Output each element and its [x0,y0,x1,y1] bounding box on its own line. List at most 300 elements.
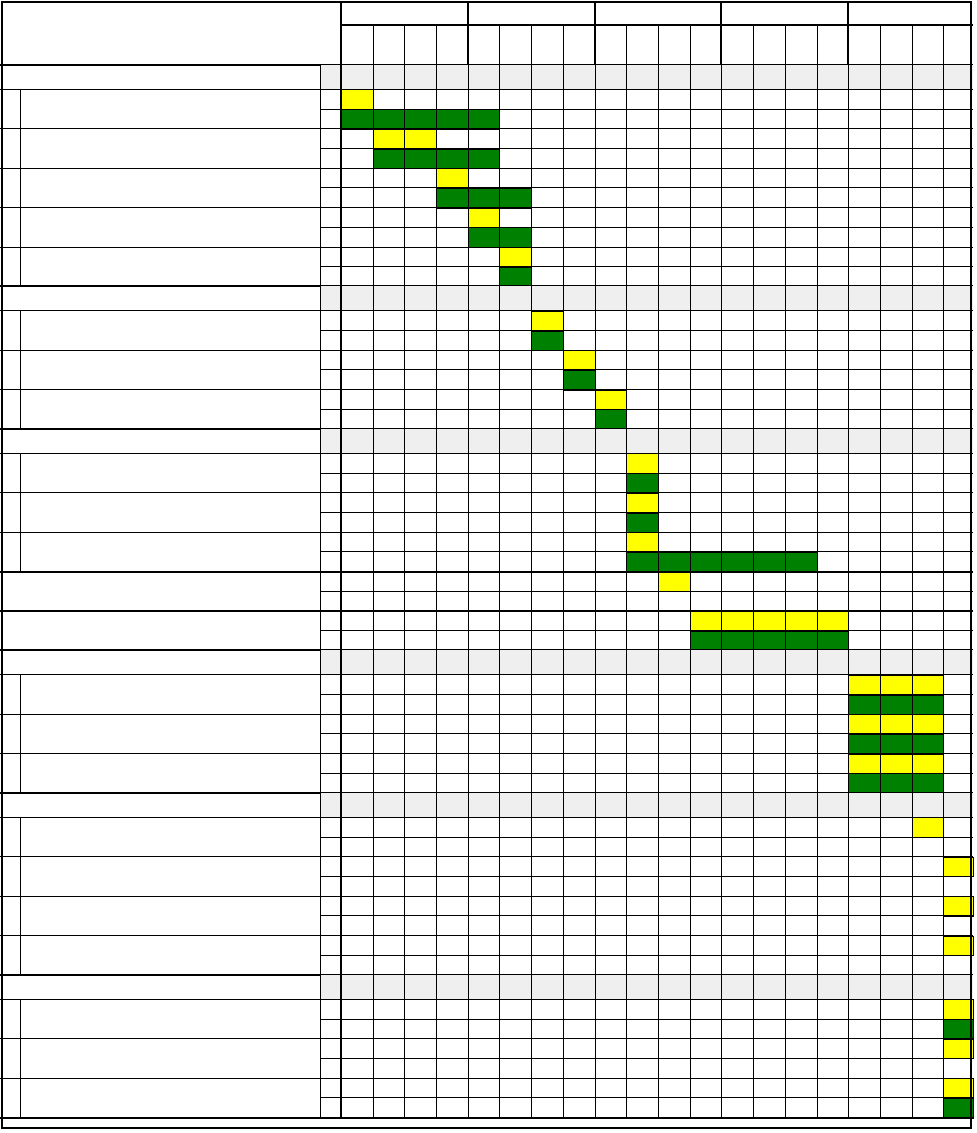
week-number [468,25,499,65]
task-name [20,999,320,1038]
plan-letter [320,493,341,513]
week-gridline [880,429,881,453]
week-gridline [943,793,944,817]
weeks-start-border [340,168,342,207]
pr-divider [320,936,321,975]
week-divider [880,25,881,65]
week-gridline [690,429,691,453]
task-name [20,493,320,532]
plan-real-divider [320,591,973,592]
task-name [20,168,320,207]
task-number [0,493,20,532]
pr-divider [320,675,321,714]
weeks-start-border [340,208,342,247]
task-name [20,754,320,793]
pr-divider [320,390,321,429]
realized-bar [658,552,691,573]
pr-divider [320,429,321,453]
pr-divider [320,453,321,492]
real-letter [320,734,341,754]
week-number [436,25,468,65]
week-gridline [721,65,722,89]
real-letter [320,409,341,429]
plan-letter [320,129,341,149]
weeks-start-border [340,896,342,935]
plan-letter [320,817,341,837]
realized-bar [468,227,500,248]
week-gridline [404,975,405,999]
week-gridline [817,286,818,310]
process-6-band-pr [320,650,341,674]
plan-real-divider [320,1058,973,1059]
task-number [0,754,20,793]
plan-real-divider [320,109,973,110]
planned-bar [880,714,913,735]
week-gridline [595,65,596,89]
number-divider [20,714,21,753]
task-name [20,350,320,389]
number-divider [20,532,21,571]
weeks-start-border [340,975,342,999]
plan-real-divider [320,733,973,734]
weeks-start-border [340,2,342,65]
planned-bar [912,675,944,696]
task-number [0,311,20,350]
task-name [20,817,320,856]
task-name [20,311,320,350]
pr-divider [320,168,321,207]
realized-bar [848,773,881,794]
week-gridline [848,65,849,89]
plan-letter [320,675,341,695]
realized-bar [626,552,659,573]
week-gridline [499,65,500,89]
week-gridline [626,65,627,89]
process-8-title [0,975,320,999]
month-boundary [720,2,722,65]
plan-letter [320,857,341,877]
weeks-start-border [340,65,342,89]
planned-bar [943,999,974,1020]
process-4-title [0,572,320,611]
weeks-start-border [340,817,342,856]
task-name [20,89,320,128]
process-7-title [0,793,320,817]
week-number [943,25,973,65]
week-gridline [785,286,786,310]
realized-bar [595,409,627,430]
week-gridline [404,286,405,310]
planned-bar [626,453,659,474]
real-letter [320,591,341,611]
realized-bar [690,552,722,573]
realized-bar [848,695,881,716]
real-letter [320,473,341,493]
week-number [373,25,404,65]
realized-bar [468,149,500,170]
planned-bar [912,714,944,735]
weeks-start-border [340,999,342,1038]
plan-real-divider [320,551,973,552]
week-gridline [404,429,405,453]
task-number [0,168,20,207]
number-divider [20,817,21,856]
week-gridline [848,429,849,453]
task-name [20,896,320,935]
plan-letter [320,453,341,473]
plan-letter [320,754,341,774]
week-gridline [468,429,469,453]
week-divider [690,25,691,65]
week-gridline [499,429,500,453]
task-number [0,817,20,856]
na-mark [943,877,973,897]
realized-bar [880,695,913,716]
week-gridline [848,286,849,310]
week-gridline [912,286,913,310]
plan-real-divider [320,330,973,331]
planned-bar [943,1039,974,1060]
task-name [20,675,320,714]
number-divider [20,857,21,896]
week-gridline [595,650,596,674]
week-gridline [373,975,374,999]
week-gridline [626,429,627,453]
planned-bar [912,817,944,838]
realized-bar [848,734,881,755]
week-gridline [848,975,849,999]
na-mark [943,955,973,975]
realized-bar [943,1098,974,1119]
realized-bar [721,631,754,652]
week-gridline [690,975,691,999]
weeks-start-border [340,429,342,453]
realized-bar [499,267,532,288]
week-gridline [626,975,627,999]
week-gridline [499,286,500,310]
week-gridline [531,650,532,674]
number-divider [20,89,21,128]
plan-letter [320,350,341,370]
month-label [341,2,468,25]
na-mark [943,1059,973,1079]
week-gridline [595,429,596,453]
number-divider [20,311,21,350]
week-gridline [595,286,596,310]
weeks-start-border [340,857,342,896]
week-gridline [468,793,469,817]
week-gridline [817,650,818,674]
week-gridline [626,793,627,817]
number-divider [20,390,21,429]
weeks-start-border [340,650,342,674]
week-divider [753,25,754,65]
realized-bar [785,552,818,573]
plan-real-divider [320,955,973,956]
realized-bar [880,734,913,755]
week-gridline [690,650,691,674]
week-gridline [753,429,754,453]
plan-real-divider [320,694,973,695]
pr-divider [320,1078,321,1117]
task-number [0,390,20,429]
number-divider [20,208,21,247]
week-number [785,25,817,65]
plan-real-divider [320,773,973,774]
week-gridline [785,429,786,453]
planned-bar [373,129,405,150]
pr-divider [320,286,321,310]
task-number [0,247,20,286]
plan-letter [320,168,341,188]
week-gridline [880,65,881,89]
planned-bar [436,168,469,189]
week-gridline [943,975,944,999]
task-number [0,532,20,571]
realized-bar [436,149,469,170]
planned-bar [626,532,659,553]
process-2-title [0,286,320,310]
week-gridline [880,286,881,310]
realized-bar [912,734,944,755]
weeks-start-border [340,89,342,128]
week-number [341,25,373,65]
week-gridline [943,650,944,674]
weeks-start-border [340,350,342,389]
task-number [0,714,20,753]
plan-letter [320,611,341,631]
week-gridline [753,793,754,817]
week-divider [912,25,913,65]
number-divider [20,675,21,714]
plan-letter [320,89,341,109]
week-gridline [373,793,374,817]
plan-real-divider [320,473,973,474]
week-gridline [531,286,532,310]
task-number [0,896,20,935]
task-name [20,857,320,896]
planned-bar [943,857,974,878]
week-gridline [753,650,754,674]
week-gridline [499,793,500,817]
task-name [20,208,320,247]
week-divider [658,25,659,65]
week-gridline [436,286,437,310]
week-gridline [848,650,849,674]
week-gridline [690,65,691,89]
realized-bar [753,631,786,652]
week-number [563,25,595,65]
process-5-title [0,611,320,650]
task-number [0,350,20,389]
plan-real-divider [320,409,973,410]
number-divider [20,754,21,793]
week-number [404,25,436,65]
week-gridline [753,286,754,310]
task-number [0,208,20,247]
week-gridline [436,975,437,999]
pr-divider [320,65,321,89]
real-letter [320,109,341,129]
real-letter [320,1019,341,1039]
plan-letter [320,1078,341,1098]
real-letter [320,695,341,715]
real-letter [320,877,341,897]
planned-bar [880,754,913,775]
week-gridline [436,429,437,453]
realized-bar [373,149,405,170]
week-gridline [658,65,659,89]
task-name [20,532,320,571]
week-gridline [817,429,818,453]
week-gridline [721,429,722,453]
weeks-start-border [340,675,342,714]
planned-bar [499,247,532,268]
week-gridline [785,975,786,999]
week-gridline [404,65,405,89]
month-label [595,2,721,25]
month-label [848,2,973,25]
number-divider [20,247,21,286]
plan-real-divider [320,369,973,370]
week-gridline [436,793,437,817]
pr-divider [320,754,321,793]
week-gridline [658,793,659,817]
pr-divider [320,247,321,286]
week-number [817,25,848,65]
weeks-start-border [340,390,342,429]
weeks-start-border [340,793,342,817]
pr-divider [320,350,321,389]
pr-divider [320,896,321,935]
weeks-start-border [340,754,342,793]
planned-bar [785,611,818,632]
week-number [848,25,880,65]
weeks-start-border [340,936,342,975]
realized-bar [373,109,405,130]
week-gridline [436,65,437,89]
week-number [880,25,912,65]
week-gridline [943,65,944,89]
week-gridline [531,793,532,817]
real-letter [320,773,341,793]
task-name [20,1078,320,1117]
week-gridline [721,286,722,310]
week-gridline [373,65,374,89]
planned-bar [468,208,500,229]
plan-real-divider [320,876,973,877]
week-divider [436,25,437,65]
week-gridline [721,793,722,817]
weeks-start-border [340,1039,342,1078]
realized-bar [404,109,437,130]
week-gridline [785,65,786,89]
realized-bar [626,473,659,494]
real-letter [320,370,341,390]
week-divider [373,25,374,65]
planned-bar [721,611,754,632]
week-gridline [817,65,818,89]
pr-divider [320,650,321,674]
realized-bar [341,109,374,130]
realized-bar [785,631,818,652]
weeks-start-border [340,129,342,168]
week-gridline [912,975,913,999]
realized-bar [531,331,564,352]
week-gridline [531,975,532,999]
week-gridline [468,975,469,999]
weeks-start-border [340,532,342,571]
week-number [595,25,626,65]
pr-divider [320,975,321,999]
planned-bar [341,89,374,110]
realized-bar [499,188,532,209]
process-2-band-pr [320,286,341,310]
week-gridline [499,650,500,674]
week-gridline [563,975,564,999]
plan-real-divider [320,630,973,631]
week-gridline [563,650,564,674]
week-gridline [785,650,786,674]
plan-letter [320,208,341,228]
process-7-band-pr [320,793,341,817]
pr-divider [320,311,321,350]
real-letter [320,916,341,936]
pr-divider [320,532,321,571]
planned-bar [626,493,659,514]
realized-bar [626,513,659,534]
week-gridline [943,286,944,310]
number-divider [20,896,21,935]
task-name [20,390,320,429]
planned-bar [880,675,913,696]
week-gridline [912,429,913,453]
weeks-start-border [340,493,342,532]
number-divider [20,168,21,207]
real-letter [320,631,341,651]
plan-real-divider [320,187,973,188]
plan-real-divider [320,837,973,838]
task-number [0,675,20,714]
plan-letter [320,247,341,267]
process-6-title [0,650,320,674]
week-divider [404,25,405,65]
pr-divider [320,611,321,650]
task-name [20,714,320,753]
week-gridline [753,975,754,999]
weeks-start-border [340,611,342,650]
week-gridline [373,286,374,310]
week-gridline [658,650,659,674]
week-gridline [563,793,564,817]
week-number [912,25,943,65]
process-1-title [0,65,320,89]
week-gridline [373,650,374,674]
realized-bar [721,552,754,573]
pr-divider [320,572,321,611]
real-letter [320,552,341,572]
process-3-band-pr [320,429,341,453]
week-number [626,25,658,65]
week-number [690,25,721,65]
planned-bar [531,311,564,332]
planned-bar [658,572,691,593]
plan-real-divider [320,227,973,228]
planned-bar [595,390,627,411]
week-gridline [912,650,913,674]
week-gridline [626,286,627,310]
week-gridline [690,286,691,310]
